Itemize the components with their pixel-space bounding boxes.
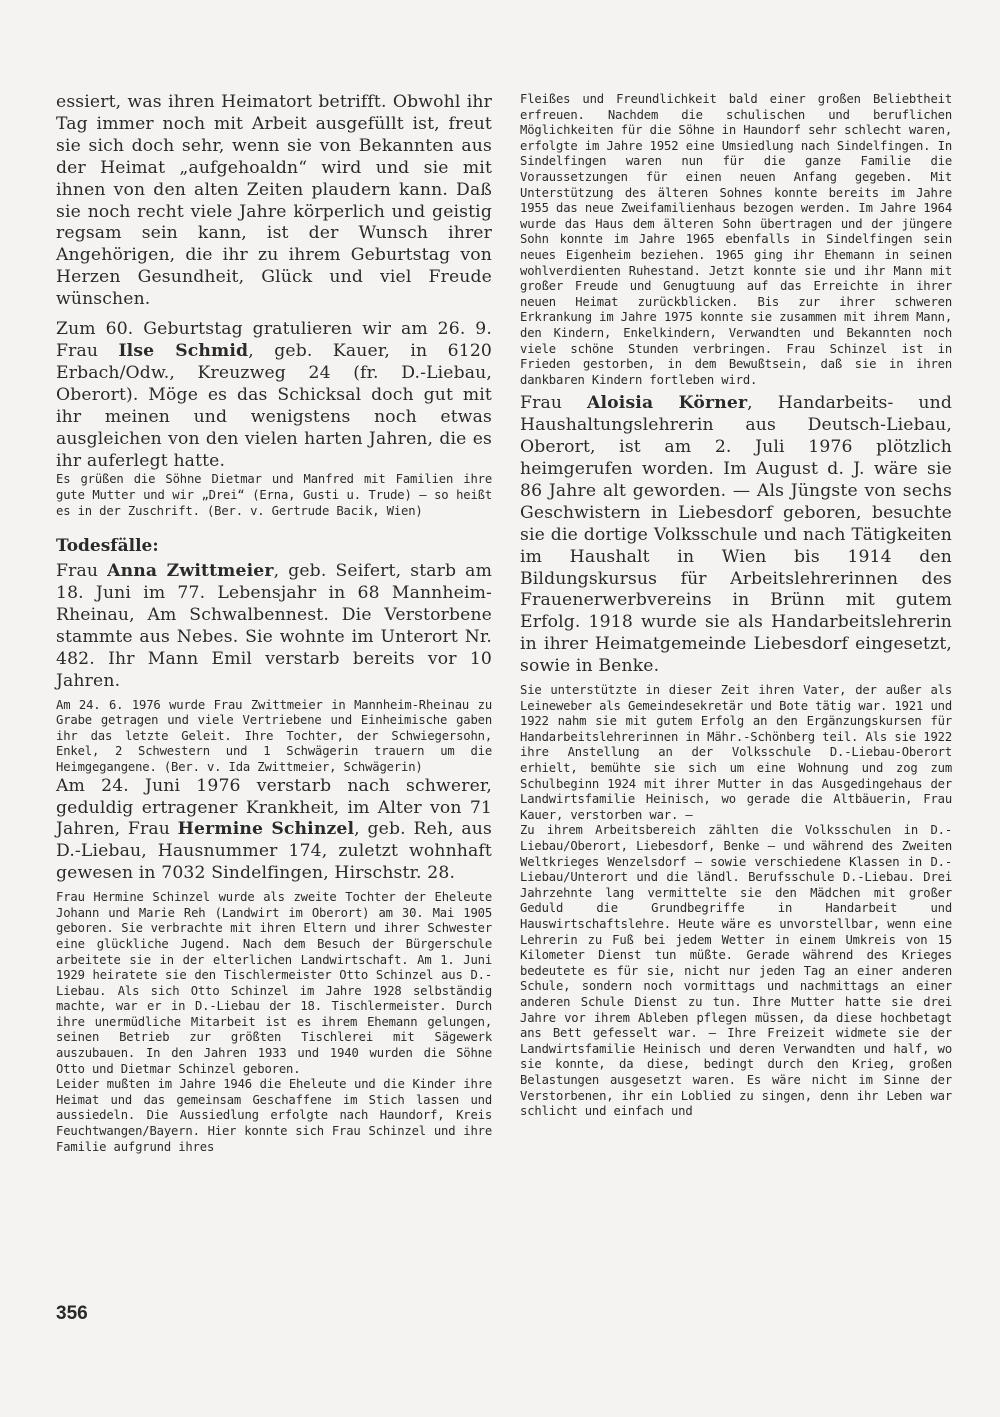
obituary-note-schinzel-continued: Fleißes und Freundlichkeit bald einer großen Beliebtheit erfreuen. Nachdem die schulischen und beruflichen Möglichkeiten für die Söhne in Haundorf sehr schlecht waren, erfolgte im Jahre 1952 eine Umsiedlung nach Sindelfingen. In Sindelfingen waren nun für die ganze Familie die Voraussetzungen für einen neuen Anfang gegeben. Mit Unterstützung des älteren Sohnes konnte bereits im Jahre 1955 das neue Zweifamilienhaus bezogen werden. Im Jahre 1964 wurde das Haus dem älteren Sohn übertragen und der jüngere Sohn konnte im Jahre 1965 ebenfalls in Sindelfingen sein neues Eigenheim beziehen. 1965 ging ihr Ehemann in seinen wohlverdienten Ruhestand. Jetzt konnte sie und ihr Mann mit großer Freude und Genugtuung auf das Erreichte in ihrer neuen Heimat zurückblicken. Bis zur ihrer schweren Erkrankung im Jahre 1975 konnte sie zusammen mit ihrem Mann, den Kindern, Enkelkindern, Verwandten und Bekannten noch viele schöne Stunden verbringen. Frau Schinzel ist in Frieden gestorben, in dem Bewußtsein, daß sie in ihren dankbaren Kindern fortleben wird. xyxy=(520,92,952,387)
birthday-text-continued: essiert, was ihren Heimatort betrifft. Obwohl ihr Tag immer noch mit Arbeit ausgefüllt ist, freut sie sich doch sehr, wenn sie von Bekannten aus der Heimat „aufgehoaldn“ wird und sie mit ihnen von den alten Zeiten plaudern kann. Daß sie noch recht viele Jahre körperlich und geistig regsam sein kann, ist der Wunsch ihrer Angehörigen, die ihr zu ihrem Geburtstag von Herzen Gesundheit, Glück und viel Freude wünschen. xyxy=(56,92,492,310)
obituary-hermine-schinzel: Am 24. Juni 1976 verstarb nach schwerer, geduldig ertragener Krankheit, im Alter von 71 Jahren, Frau Hermine Schinzel, geb. Reh, aus D.-Liebau, Hausnummer 174, zuletzt wohnhaft gewesen in 7032 Sindelfingen, Hirschstr. 28. xyxy=(56,775,493,884)
person-name: Anna Zwittmeier xyxy=(107,561,274,582)
obituary-note-koerner-b: Zu ihrem Arbeitsbereich zählten die Volksschulen in D.-Liebau/Oberort, Liebesdorf, Benke — und während des Zweiten Weltkrieges Wenzelsdorf — sowie verschiedene Klassen in D.-Liebau/Unterort und die ländl. Berufsschule D.-Liebau. Drei Jahrzehnte lang vermittelte sie den Mädchen mit großer Geduld die Grundbegriffe in Handarbeit und Hauswirtschaftslehre. Heute wäre es unvorstellbar, wenn eine Lehrerin zu Fuß bei jedem Wetter in einem Umkreis von 15 Kilometer Dienst tun müßte. Gerade während des Krieges bedeutete es für sie, nicht nur jeden Tag an einer anderen Schule, sondern noch vormittags und nachmittags an einer anderen Schule Dienst zu tun. Ihre Mutter hatte sie drei Jahre vor ihrem Ableben pflegen müssen, da diese hochbetagt ans Bett gefesselt war. — Ihre Freizeit widmete sie der Landwirtsfamilie Heinisch und deren Verwandten und half, wo sie konnte, da diese, bedingt durch den Krieg, großen Belastungen ausgesetzt waren. Es wäre nicht im Sinne der Verstorbenen, ihr ein Loblied zu singen, denn ihr Leben war schlicht und einfach und xyxy=(520,823,952,1119)
person-name: Aloisia Körner xyxy=(586,393,748,414)
obituary-note-koerner-a: Sie unterstützte in dieser Zeit ihren Vater, der außer als Leineweber als Gemeindesekretär und Bote tätig war. 1921 und 1922 nahm sie mit gutem Erfolg an den Ergänzungskursen für Handarbeitslehrerinnen in Mähr.-Schönberg teil. Als sie 1922 ihre Anstellung an der Volksschule D.-Liebau-Oberort erhielt, bemühte sie sich um eine Wohnung und zog zum Schulbeginn 1924 mit ihrer Mutter in das Ausgedingehaus der Landwirtsfamilie Heinisch, wo gerade die Altbäuerin, Frau Kauer, verstorben war. — xyxy=(520,683,952,822)
birthday-note: Es grüßen die Söhne Dietmar und Manfred mit Familien ihre gute Mutter und wir „Drei“ (Erna, Gusti u. Trude) — so heißt es in der Zuschrift. (Ber. v. Gertrude Bacik, Wien) xyxy=(56,472,492,518)
obituary-note-schinzel-a: Frau Hermine Schinzel wurde als zweite Tochter der Eheleute Johann und Marie Reh (Landwirt im Oberort) am 30. Mai 1905 geboren. Sie verbrachte mit ihren Eltern und ihrer Schwester eine glückliche Jugend. Nach dem Besuch der Bürgerschule arbeitete sie in der elterlichen Landwirtschaft. Am 1. Juni 1929 heiratete sie den Tischlermeister Otto Schinzel aus D.-Liebau. Als sich Otto Schinzel im Jahre 1928 selbständig machte, war er in D.-Liebau der 18. Tischlermeister. Durch ihre unermüdliche Mitarbeit ist es ihrem Ehemann gelungen, seinen Betrieb zur größten Tischlerei mit Sägewerk auszubauen. In den Jahren 1933 und 1940 wurden die Söhne Otto und Dietmar Schinzel geboren. xyxy=(56,890,492,1076)
person-name: Ilse Schmid xyxy=(118,340,249,361)
right-column xyxy=(520,92,952,1120)
left-column xyxy=(56,92,492,1155)
person-name: Hermine Schinzel xyxy=(177,819,355,840)
obituary-aloisia-koerner: Frau Aloisia Körner, Handarbeits- und Haushaltungslehrerin aus Deutsch-Liebau, Oberort, ist am 2. Juli 1976 plötzlich heimgerufen worden. Im August d. J. wäre sie 86 Jahre alt geworden. — Als Jüngste von sechs Geschwistern in Liebesdorf geboren, besuchte sie die dortige Volksschule und nach Tätigkeiten im Haushalt in Wien bis 1914 den Bildungskursus für Arbeitslehrerinnen des Frauenerwerbvereins in Brünn mit gutem Erfolg. 1918 wurde sie als Handarbeitslehrerin in ihrer Heimatgemeinde Liebesdorf eingesetzt, sowie in Benke. xyxy=(520,393,952,677)
page-number: 356 xyxy=(56,1303,88,1324)
birthday-notice-ilse-schmid: Zum 60. Geburtstag gratulieren wir am 26. 9. Frau Ilse Schmid, geb. Kauer, in 6120 Erbach/Odw., Kreuzweg 24 (fr. D.-Liebau, Oberort). Möge es das Schicksal doch gut mit ihr meinen und wenigstens noch etwas ausgleichen von den vielen harten Jahren, die es ihr auferlegt hatte. xyxy=(56,319,492,471)
obituary-anna-zwittmeier: Frau Anna Zwittmeier, geb. Seifert, starb am 18. Juni im 77. Lebensjahr in 68 Mannheim-Rheinau, Am Schwalbennest. Die Verstorbene stammte aus Nebes. Sie wohnte im Unterort Nr. 482. Ihr Mann Emil verstarb bereits vor 10 Jahren. xyxy=(56,561,493,691)
section-heading-deaths: Todesfälle: xyxy=(56,536,159,557)
obituary-note-schinzel-b: Leider mußten im Jahre 1946 die Eheleute und die Kinder ihre Heimat und das gemeinsam Geschaffene im Stich lassen und aussiedeln. Die Aussiedlung erfolgte nach Haundorf, Kreis Feuchtwangen/Bayern. Hier konnte sich Frau Schinzel und ihre Familie aufgrund ihres xyxy=(56,1077,492,1154)
obituary-note-zwittmeier: Am 24. 6. 1976 wurde Frau Zwittmeier in Mannheim-Rheinau zu Grabe getragen und viele Vertriebene und Einheimische gaben ihr das letzte Geleit. Ihre Tochter, der Schwiegersohn, Enkel, 2 Schwestern und 1 Schwägerin trauern um die Heimgegangene. (Ber. v. Ida Zwittmeier, Schwägerin) xyxy=(56,697,492,774)
